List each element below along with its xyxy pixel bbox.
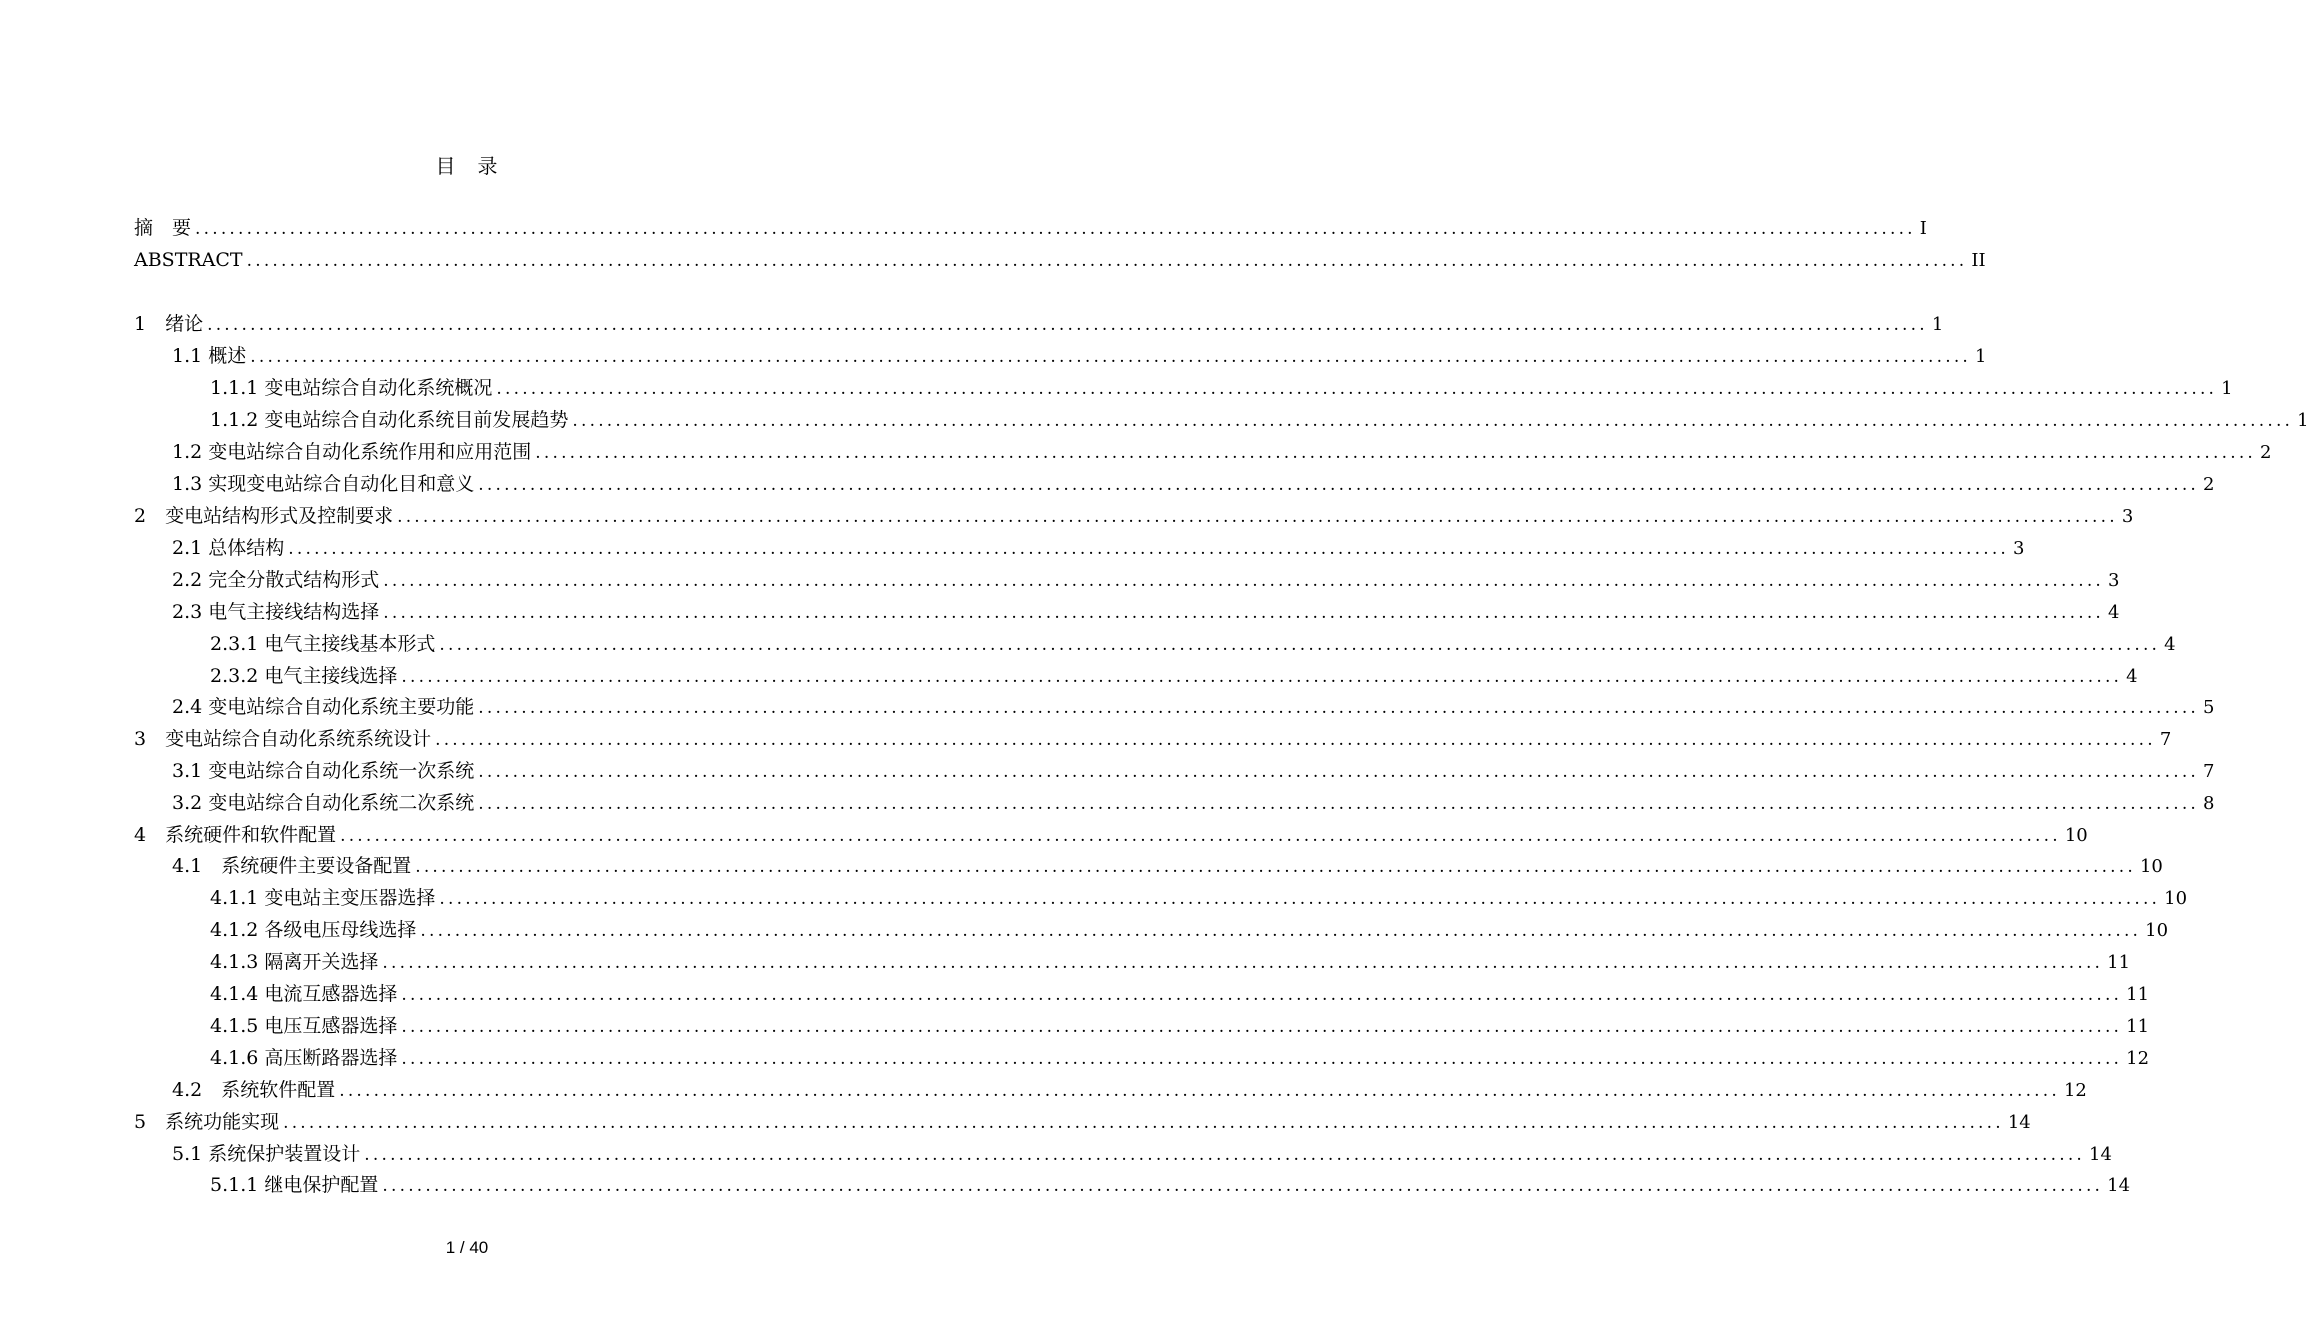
toc-entry-label: 4.1.1 变电站主变压器选择 [210,887,436,909]
toc-entry[interactable] [172,598,2120,626]
toc-dot-leader: ........................................................................................................................................................................................................ [283,1113,2004,1133]
toc-dot-leader: ........................................................................................................................................................................................................ [340,826,2061,846]
toc-entry[interactable] [172,1076,2087,1104]
toc-entry-page: 1 [2297,410,2309,431]
toc-entry-label: 1.1 概述 [172,345,247,367]
toc-entry[interactable] [172,757,2215,785]
toc-entry[interactable] [210,1012,2150,1040]
toc-entry-label: 4.1.5 电压互感器选择 [210,1015,398,1037]
toc-entry-page: 3 [2013,538,2025,559]
page-footer: 1 / 40 [445,1238,489,1257]
toc-dot-leader: ........................................................................................................................................................................................................ [339,1081,2060,1101]
toc-entry-label: 1.2 变电站综合自动化系统作用和应用范围 [172,441,532,463]
toc-entry-label: 3.1 变电站综合自动化系统一次系统 [172,760,475,782]
toc-entry-label: 3.2 变电站综合自动化系统二次系统 [172,792,475,814]
toc-entry-page: 8 [2203,793,2215,814]
toc-dot-leader: ........................................................................................................................................................................................................ [207,315,1928,335]
toc-entry-label: 5.1.1 继电保护配置 [210,1174,379,1196]
toc-dot-leader: ........................................................................................................................................................................................................ [435,730,2156,750]
toc-entry-label: 4.1.3 隔离开关选择 [210,951,379,973]
toc-dot-leader: ........................................................................................................................................................................................................ [572,411,2294,431]
toc-dot-leader: ........................................................................................................................................................................................................ [401,985,2123,1005]
toc-dot-leader: ........................................................................................................................................................................................................ [478,794,2200,814]
toc-entry[interactable] [172,470,2215,498]
toc-entry-label: ABSTRACT [134,249,243,271]
toc-entry[interactable] [172,1140,2112,1168]
toc-entry-label: 5.1 系统保护装置设计 [172,1143,361,1165]
toc-entry-label: 1.3 实现变电站综合自动化目和意义 [172,473,475,495]
toc-entry-label: 2.3.1 电气主接线基本形式 [210,633,436,655]
toc-entry[interactable] [210,980,2150,1008]
toc-entry-page: 14 [2007,1112,2031,1133]
toc-entry-page: 10 [2164,888,2188,909]
toc-entry-page: 1 [1975,346,1987,367]
toc-entry-label: 2.3.2 电气主接线选择 [210,665,398,687]
toc-dot-leader: ........................................................................................................................................................................................................ [288,539,2010,559]
toc-dot-leader: ........................................................................................................................................................................................................ [439,635,2161,655]
toc-entry-page: 12 [2126,1048,2150,1069]
toc-entry-label: 4 系统硬件和软件配置 [134,824,337,846]
toc-entry-page: 4 [2164,634,2176,655]
toc-entry-label: 2.4 变电站综合自动化系统主要功能 [172,696,475,718]
toc-entry-label: 1.1.2 变电站综合自动化系统目前发展趋势 [210,409,569,431]
toc-entry-label: 3 变电站综合自动化系统系统设计 [134,728,432,750]
toc-dot-leader: ........................................................................................................................................................................................................ [439,889,2161,909]
toc-entry[interactable] [210,916,2169,944]
toc-entry[interactable] [172,534,2025,562]
toc-entry-page: 2 [2260,442,2272,463]
toc-entry-page: 7 [2159,729,2172,750]
toc-entry-page: 3 [2108,570,2120,591]
toc-entry[interactable] [210,630,2176,658]
toc-entry[interactable] [210,406,2309,434]
toc-entry-label: 1 绪论 [134,313,204,335]
toc-dot-leader: ........................................................................................................................................................................................................ [401,1049,2123,1069]
toc-entry-label: 4.2 系统软件配置 [172,1079,336,1101]
toc-dot-leader: ........................................................................................................................................................................................................ [250,347,1972,367]
toc-entry-page: 10 [2139,856,2163,877]
toc-entry-label: 5 系统功能实现 [134,1111,280,1133]
toc-entry-label: 2.2 完全分散式结构形式 [172,569,380,591]
toc-entry-page: 14 [2089,1144,2112,1165]
toc-dot-leader: ........................................................................................................................................................................................................ [496,379,2218,399]
toc-entry[interactable] [210,884,2188,912]
toc-entry-page: 1 [1931,314,1944,335]
toc-entry-page: 7 [2203,761,2215,782]
toc-entry-label: 2 变电站结构形式及控制要求 [134,505,394,527]
toc-entry-page: 11 [2107,952,2131,973]
toc-entry-label: 2.3 电气主接线结构选择 [172,601,380,623]
toc-entry[interactable] [134,502,2134,530]
toc-entry-label: 4.1.2 各级电压母线选择 [210,919,417,941]
toc-dot-leader: ........................................................................................................................................................................................................ [383,571,2105,591]
toc-entry[interactable] [172,852,2163,880]
toc-dot-leader: ........................................................................................................................................................................................................ [401,1017,2123,1037]
toc-dot-leader: ........................................................................................................................................................................................................ [382,953,2104,973]
toc-entry-label: 摘 要 [134,217,192,239]
toc-entry-page: 12 [2063,1080,2087,1101]
toc-entry-page: 3 [2121,506,2134,527]
toc-entry-label: 4.1 系统硬件主要设备配置 [172,855,412,877]
toc-entry[interactable] [134,310,1944,338]
toc-entry-page: 4 [2108,602,2120,623]
toc-dot-leader: ........................................................................................................................................................................................................ [195,219,1916,239]
toc-title: 目 录 [435,154,499,178]
toc-entry[interactable] [210,1044,2150,1072]
toc-entry-page: I [1919,218,1927,239]
toc-dot-leader: ........................................................................................................................................................................................................ [383,603,2105,623]
toc-dot-leader: ........................................................................................................................................................................................................ [415,857,2136,877]
toc-entry[interactable] [210,948,2131,976]
toc-entry[interactable] [172,438,2272,466]
toc-entry[interactable] [172,566,2120,594]
toc-dot-leader: ........................................................................................................................................................................................................ [401,667,2123,687]
toc-entry-page: 10 [2145,920,2169,941]
toc-dot-leader: ........................................................................................................................................................................................................ [420,921,2142,941]
toc-entry[interactable] [210,1171,2131,1199]
toc-entry[interactable] [134,1108,2031,1136]
toc-entry-page: 5 [2203,697,2215,718]
toc-entry-page: 1 [2221,378,2233,399]
toc-entry[interactable] [134,821,2088,849]
toc-entry-page: 14 [2107,1175,2131,1196]
toc-dot-leader: ........................................................................................................................................................................................................ [478,762,2200,782]
toc-entry-page: 11 [2126,1016,2150,1037]
toc-entry[interactable] [210,374,2233,402]
toc-entry[interactable] [134,214,1927,242]
toc-dot-leader: ........................................................................................................................................................................................................ [397,507,2118,527]
toc-dot-leader: ........................................................................................................................................................................................................ [382,1176,2104,1196]
toc-entry-page: 11 [2126,984,2150,1005]
toc-entry-label: 2.1 总体结构 [172,537,285,559]
toc-dot-leader: ........................................................................................................................................................................................................ [478,698,2200,718]
toc-entry[interactable] [172,342,1987,370]
toc-entry[interactable] [172,789,2215,817]
toc-entry-page: 4 [2126,666,2138,687]
toc-entry[interactable] [134,246,1986,274]
toc-entry-label: 4.1.6 高压断路器选择 [210,1047,398,1069]
toc-entry[interactable] [210,662,2138,690]
toc-dot-leader: ........................................................................................................................................................................................................ [478,475,2200,495]
toc-entry-label: 1.1.1 变电站综合自动化系统概况 [210,377,493,399]
toc-entry-page: II [1971,250,1986,271]
toc-dot-leader: ........................................................................................................................................................................................................ [364,1145,2086,1165]
toc-dot-leader: ........................................................................................................................................................................................................ [246,251,1968,271]
toc-dot-leader: ........................................................................................................................................................................................................ [535,443,2257,463]
toc-entry[interactable] [172,693,2215,721]
toc-entry-page: 10 [2064,825,2088,846]
toc-entry-label: 4.1.4 电流互感器选择 [210,983,398,1005]
toc-entry[interactable] [134,725,2172,753]
toc-entry-page: 2 [2203,474,2215,495]
